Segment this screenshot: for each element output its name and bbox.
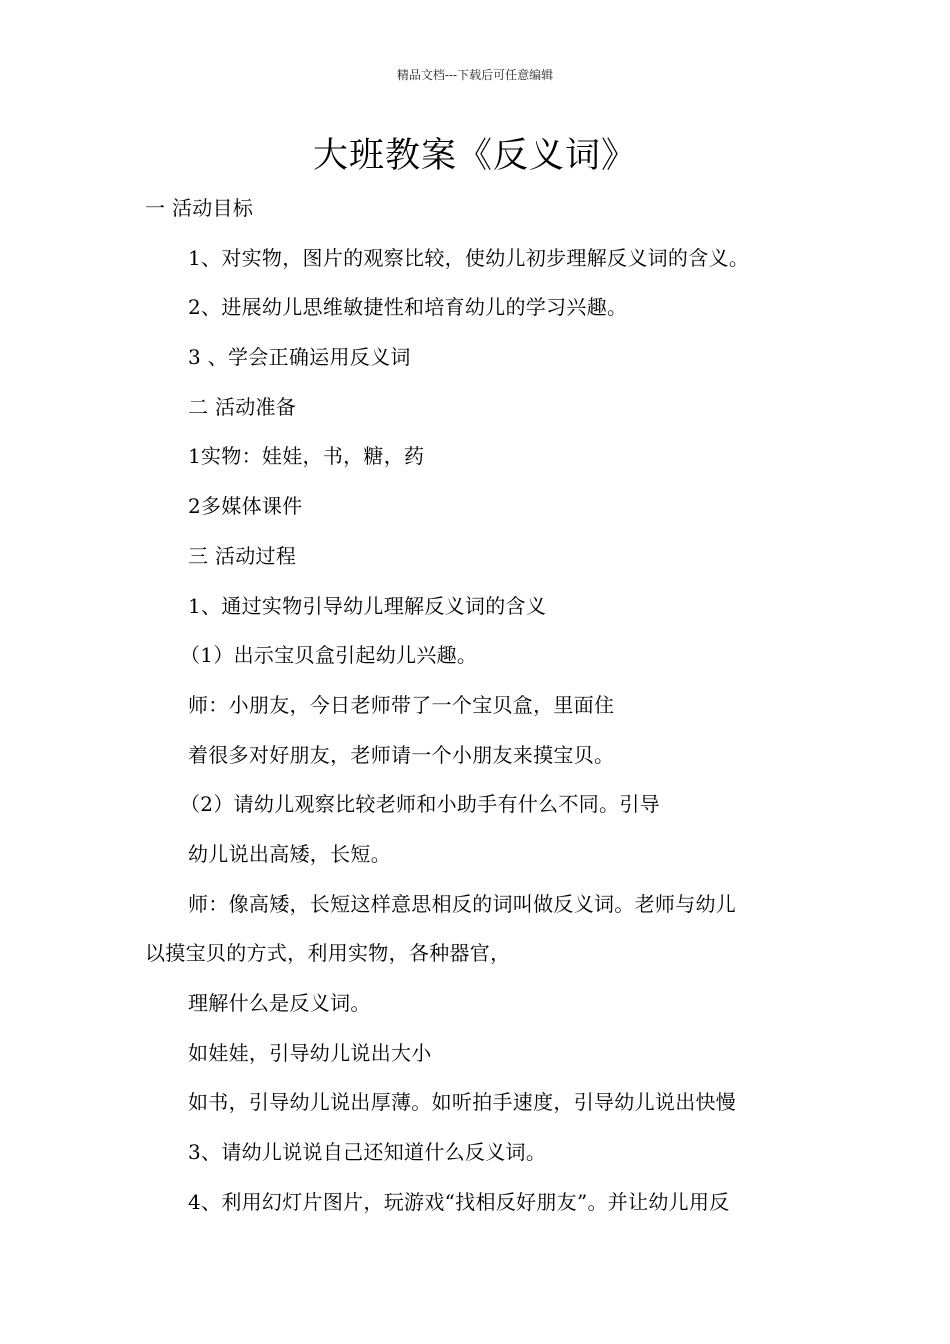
goal-item-3: 3 、学会正确运用反义词 — [188, 345, 411, 370]
process-step-4: 4、利用幻灯片图片，玩游戏“找相反好朋友”。并让幼儿用反 — [188, 1189, 730, 1214]
paragraph-line: 师：小朋友，今日老师带了一个宝贝盒，里面住 — [188, 692, 615, 717]
goal-item-1: 1、对实物，图片的观察比较，使幼儿初步理解反义词的含义。 — [188, 245, 750, 270]
preparation-item-2: 2多媒体课件 — [188, 494, 303, 519]
section-heading-goals: 一 活动目标 — [145, 196, 254, 220]
paragraph-line: 着很多对好朋友，老师请一个小朋友来摸宝贝。 — [188, 742, 615, 767]
paragraph-line: 师：像高矮，长短这样意思相反的词叫做反义词。老师与幼儿 — [188, 891, 737, 916]
process-substep-1: （1）出示宝贝盒引起幼儿兴趣。 — [180, 643, 478, 668]
page-header-note: 精品文档---下载后可任意编辑 — [396, 68, 554, 82]
goal-item-2: 2、进展幼儿思维敏捷性和培育幼儿的学习兴趣。 — [188, 295, 628, 320]
paragraph-line: 幼儿说出高矮，长短。 — [188, 841, 391, 866]
preparation-item-1: 1实物：娃娃，书，糖，药 — [188, 444, 425, 469]
document-title: 大班教案《反义词》 — [312, 136, 637, 176]
paragraph-line: 以摸宝贝的方式，利用实物，各种器官， — [145, 941, 511, 966]
paragraph-line: 如娃娃，引导幼儿说出大小 — [188, 1040, 432, 1065]
process-step-1: 1、通过实物引导幼儿理解反义词的含义 — [188, 593, 547, 618]
section-heading-preparation: 二 活动准备 — [188, 394, 297, 419]
document-body — [0, 184, 950, 1227]
section-heading-process: 三 活动过程 — [188, 543, 297, 568]
process-substep-2: （2）请幼儿观察比较老师和小助手有什么不同。引导 — [180, 792, 660, 817]
paragraph-line: 如书，引导幼儿说出厚薄。如听拍手速度，引导幼儿说出快慢 — [188, 1090, 737, 1115]
process-step-3: 3、请幼儿说说自己还知道什么反义词。 — [188, 1140, 547, 1165]
paragraph-line: 理解什么是反义词。 — [188, 991, 371, 1015]
